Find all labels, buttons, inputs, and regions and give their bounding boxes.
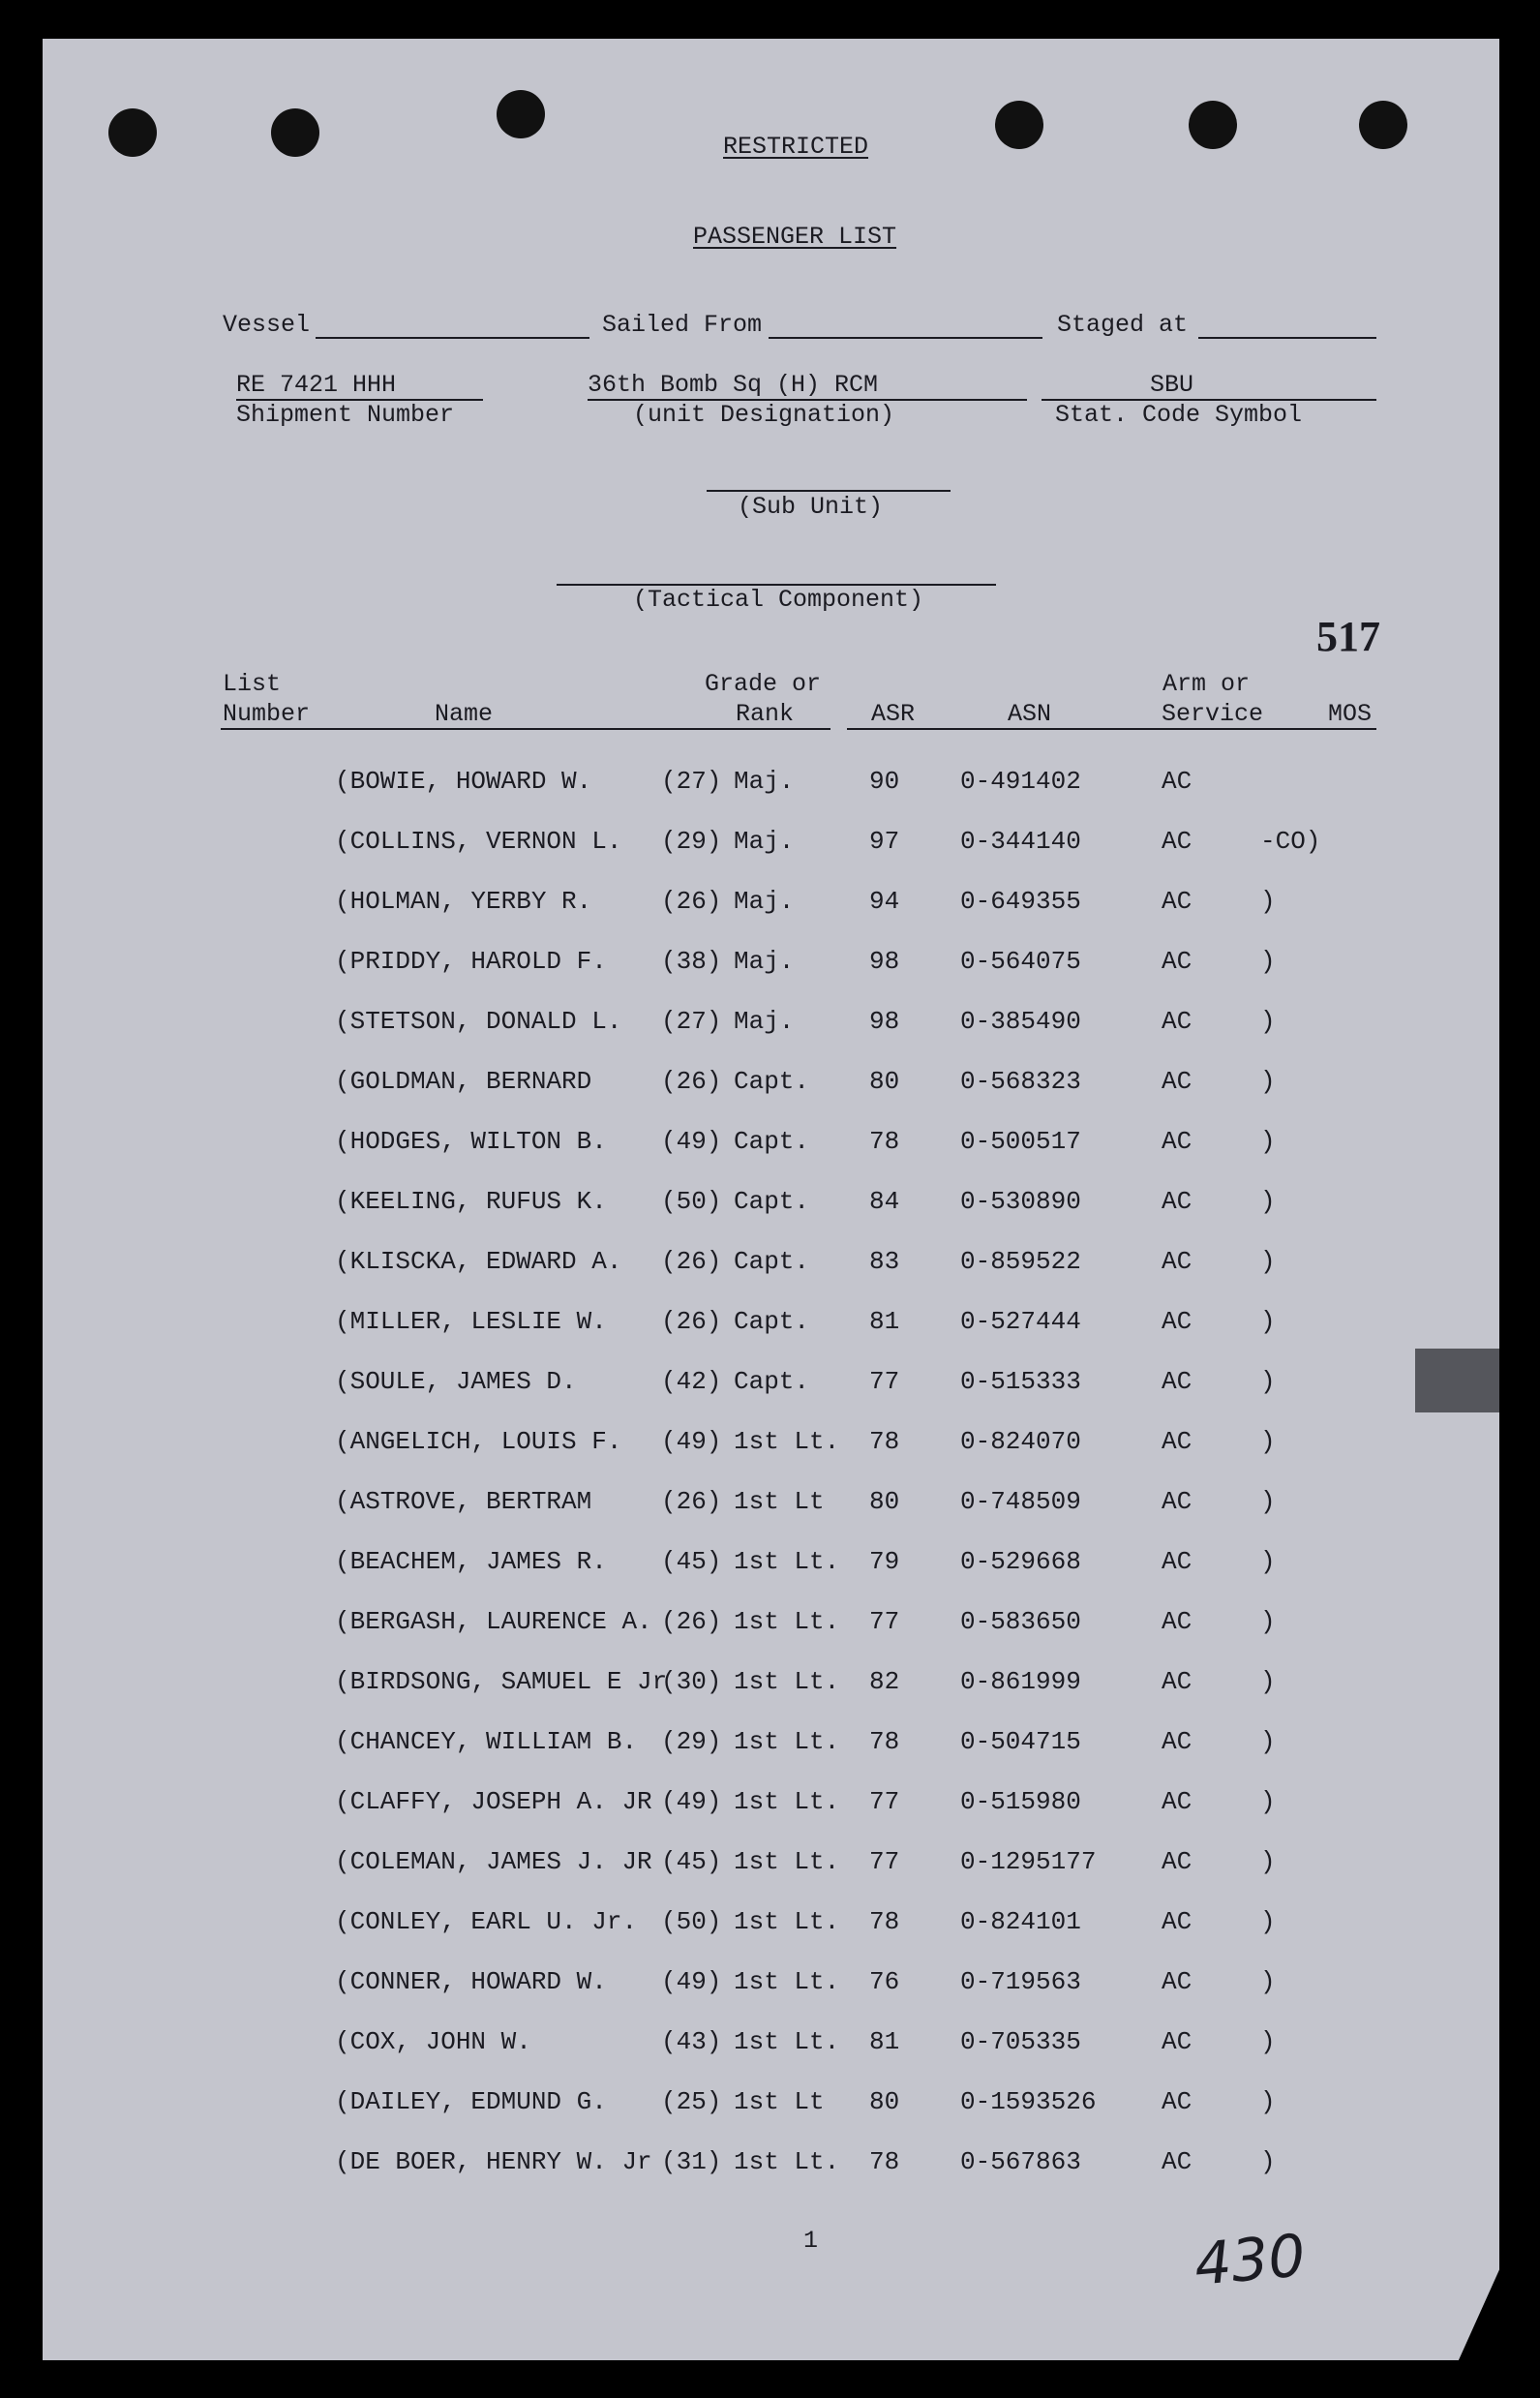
passenger-name: (ASTROVE, BERTRAM	[335, 1487, 592, 1516]
passenger-arm: AC	[1162, 887, 1193, 916]
passenger-arm: AC	[1162, 1667, 1193, 1696]
passenger-rank: Capt.	[734, 1187, 810, 1216]
passenger-mos: )	[1260, 1547, 1276, 1576]
passenger-asn: 0-719563	[960, 1967, 1081, 1996]
passenger-rank: 1st Lt.	[734, 1547, 840, 1576]
passenger-rank: Maj.	[734, 887, 795, 916]
passenger-asn: 0-504715	[960, 1727, 1081, 1756]
passenger-age: (45)	[661, 1847, 722, 1876]
passenger-age: (26)	[661, 887, 722, 916]
passenger-asn: 0-824070	[960, 1427, 1081, 1456]
passenger-name: (ANGELICH, LOUIS F.	[335, 1427, 622, 1456]
passenger-asn: 0-515980	[960, 1787, 1081, 1816]
passenger-age: (26)	[661, 1067, 722, 1096]
passenger-asn: 0-748509	[960, 1487, 1081, 1516]
passenger-arm: AC	[1162, 2027, 1193, 2056]
staged-at-label: Staged at	[1057, 311, 1189, 339]
passenger-age: (26)	[661, 1487, 722, 1516]
passenger-asr: 77	[869, 1847, 900, 1876]
passenger-asn: 0-515333	[960, 1367, 1081, 1396]
sailed-from-label: Sailed From	[602, 311, 763, 339]
passenger-arm: AC	[1162, 1487, 1193, 1516]
passenger-rank: 1st Lt.	[734, 1847, 840, 1876]
passenger-rank: 1st Lt	[734, 1487, 825, 1516]
passenger-asn: 0-500517	[960, 1127, 1081, 1156]
sailed-from-line	[769, 337, 1042, 339]
passenger-rank: 1st Lt.	[734, 1967, 840, 1996]
passenger-mos: )	[1260, 947, 1276, 976]
passenger-name: (STETSON, DONALD L.	[335, 1007, 622, 1036]
passenger-name: (DAILEY, EDMUND G.	[335, 2087, 607, 2116]
torn-corner	[1458, 2265, 1501, 2362]
punch-hole	[995, 101, 1043, 149]
passenger-asn: 0-649355	[960, 887, 1081, 916]
col-rank: Rank	[736, 700, 795, 728]
passenger-asr: 90	[869, 767, 900, 796]
passenger-age: (29)	[661, 827, 722, 856]
passenger-mos: )	[1260, 1607, 1276, 1636]
col-number: Number	[223, 700, 311, 728]
passenger-age: (26)	[661, 1247, 722, 1276]
passenger-arm: AC	[1162, 1727, 1193, 1756]
passenger-mos: )	[1260, 2087, 1276, 2116]
passenger-name: (BIRDSONG, SAMUEL E Jr	[335, 1667, 668, 1696]
passenger-age: (27)	[661, 767, 722, 796]
passenger-rank: 1st Lt.	[734, 1607, 840, 1636]
passenger-asr: 80	[869, 1487, 900, 1516]
passenger-mos: )	[1260, 1007, 1276, 1036]
header-underline	[221, 728, 830, 730]
passenger-name: (CONLEY, EARL U. Jr.	[335, 1907, 638, 1936]
passenger-rank: 1st Lt.	[734, 2027, 840, 2056]
passenger-asr: 84	[869, 1187, 900, 1216]
passenger-rank: Maj.	[734, 1007, 795, 1036]
stamp-number: 517	[1316, 613, 1380, 660]
passenger-name: (MILLER, LESLIE W.	[335, 1307, 607, 1336]
passenger-name: (PRIDDY, HAROLD F.	[335, 947, 607, 976]
passenger-asn: 0-530890	[960, 1187, 1081, 1216]
passenger-arm: AC	[1162, 1547, 1193, 1576]
passenger-asr: 78	[869, 1907, 900, 1936]
staged-at-line	[1198, 337, 1376, 339]
col-grade-or: Grade or	[705, 670, 822, 698]
passenger-rank: 1st Lt.	[734, 1427, 840, 1456]
passenger-age: (49)	[661, 1427, 722, 1456]
passenger-arm: AC	[1162, 1067, 1193, 1096]
passenger-mos: )	[1260, 1907, 1276, 1936]
passenger-asr: 77	[869, 1607, 900, 1636]
stat-code-label: Stat. Code Symbol	[1055, 401, 1303, 429]
passenger-arm: AC	[1162, 827, 1193, 856]
passenger-asr: 83	[869, 1247, 900, 1276]
shipment-number-label: Shipment Number	[236, 401, 455, 429]
passenger-mos: )	[1260, 1487, 1276, 1516]
passenger-arm: AC	[1162, 1127, 1193, 1156]
passenger-rank: Capt.	[734, 1307, 810, 1336]
passenger-age: (26)	[661, 1607, 722, 1636]
passenger-age: (50)	[661, 1187, 722, 1216]
passenger-asn: 0-527444	[960, 1307, 1081, 1336]
passenger-age: (43)	[661, 2027, 722, 2056]
passenger-rank: Maj.	[734, 947, 795, 976]
passenger-asn: 0-1593526	[960, 2087, 1097, 2116]
passenger-asn: 0-385490	[960, 1007, 1081, 1036]
passenger-name: (COX, JOHN W.	[335, 2027, 531, 2056]
passenger-name: (BOWIE, HOWARD W.	[335, 767, 592, 796]
passenger-asr: 79	[869, 1547, 900, 1576]
vessel-line	[316, 337, 589, 339]
passenger-age: (30)	[661, 1667, 722, 1696]
passenger-arm: AC	[1162, 1247, 1193, 1276]
passenger-name: (BERGASH, LAURENCE A.	[335, 1607, 652, 1636]
passenger-asr: 77	[869, 1367, 900, 1396]
passenger-rank: 1st Lt.	[734, 1667, 840, 1696]
passenger-age: (50)	[661, 1907, 722, 1936]
passenger-name: (BEACHEM, JAMES R.	[335, 1547, 607, 1576]
col-asr: ASR	[871, 700, 916, 728]
passenger-asr: 82	[869, 1667, 900, 1696]
classification: RESTRICTED	[723, 133, 869, 161]
passenger-mos: )	[1260, 887, 1276, 916]
page-title: PASSENGER LIST	[693, 223, 897, 251]
passenger-asr: 81	[869, 1307, 900, 1336]
stat-code: SBU	[1150, 371, 1194, 399]
passenger-asn: 0-344140	[960, 827, 1081, 856]
passenger-arm: AC	[1162, 2147, 1193, 2176]
passenger-asn: 0-861999	[960, 1667, 1081, 1696]
passenger-age: (27)	[661, 1007, 722, 1036]
passenger-rank: 1st Lt.	[734, 1907, 840, 1936]
passenger-age: (49)	[661, 1967, 722, 1996]
passenger-asr: 78	[869, 1427, 900, 1456]
passenger-rank: Capt.	[734, 1247, 810, 1276]
passenger-asr: 76	[869, 1967, 900, 1996]
passenger-asr: 94	[869, 887, 900, 916]
header-underline	[847, 728, 1376, 730]
passenger-mos: )	[1260, 1847, 1276, 1876]
passenger-mos: )	[1260, 2027, 1276, 2056]
passenger-rank: Maj.	[734, 827, 795, 856]
page-number: 1	[803, 2227, 819, 2255]
passenger-arm: AC	[1162, 1967, 1193, 1996]
handwritten-number: 430	[1192, 2222, 1309, 2299]
passenger-age: (42)	[661, 1367, 722, 1396]
passenger-mos: )	[1260, 1787, 1276, 1816]
passenger-asn: 0-824101	[960, 1907, 1081, 1936]
passenger-arm: AC	[1162, 947, 1193, 976]
passenger-asr: 98	[869, 947, 900, 976]
passenger-rank: 1st Lt.	[734, 2147, 840, 2176]
passenger-mos: )	[1260, 1187, 1276, 1216]
passenger-name: (HOLMAN, YERBY R.	[335, 887, 592, 916]
passenger-mos: )	[1260, 1367, 1276, 1396]
passenger-arm: AC	[1162, 1187, 1193, 1216]
passenger-asr: 78	[869, 1127, 900, 1156]
passenger-name: (HODGES, WILTON B.	[335, 1127, 607, 1156]
passenger-name: (COLEMAN, JAMES J. JR	[335, 1847, 652, 1876]
tactical-component-label: (Tactical Component)	[633, 586, 924, 614]
punch-hole	[1189, 101, 1237, 149]
passenger-asr: 80	[869, 1067, 900, 1096]
passenger-mos: )	[1260, 1247, 1276, 1276]
passenger-arm: AC	[1162, 1607, 1193, 1636]
passenger-asr: 98	[869, 1007, 900, 1036]
passenger-asn: 0-1295177	[960, 1847, 1097, 1876]
passenger-arm: AC	[1162, 2087, 1193, 2116]
passenger-mos: )	[1260, 1667, 1276, 1696]
passenger-arm: AC	[1162, 1367, 1193, 1396]
passenger-arm: AC	[1162, 1307, 1193, 1336]
passenger-asr: 77	[869, 1787, 900, 1816]
passenger-mos: )	[1260, 1967, 1276, 1996]
passenger-mos: )	[1260, 1727, 1276, 1756]
passenger-mos: )	[1260, 1427, 1276, 1456]
passenger-rank: Maj.	[734, 767, 795, 796]
punch-hole	[1359, 101, 1407, 149]
passenger-arm: AC	[1162, 767, 1193, 796]
punch-hole	[497, 90, 545, 138]
passenger-arm: AC	[1162, 1847, 1193, 1876]
punch-hole	[108, 108, 157, 157]
passenger-asn: 0-491402	[960, 767, 1081, 796]
passenger-mos: -CO)	[1260, 827, 1321, 856]
sub-unit-line	[707, 490, 951, 492]
passenger-rank: 1st Lt.	[734, 1727, 840, 1756]
passenger-asn: 0-567863	[960, 2147, 1081, 2176]
passenger-age: (25)	[661, 2087, 722, 2116]
passenger-name: (CONNER, HOWARD W.	[335, 1967, 607, 1996]
passenger-name: (CHANCEY, WILLIAM B.	[335, 1727, 638, 1756]
passenger-age: (31)	[661, 2147, 722, 2176]
passenger-mos: )	[1260, 1067, 1276, 1096]
passenger-asr: 80	[869, 2087, 900, 2116]
passenger-asn: 0-564075	[960, 947, 1081, 976]
index-tab	[1415, 1349, 1499, 1412]
passenger-asn: 0-529668	[960, 1547, 1081, 1576]
passenger-name: (KLISCKA, EDWARD A.	[335, 1247, 622, 1276]
passenger-age: (45)	[661, 1547, 722, 1576]
passenger-age: (49)	[661, 1787, 722, 1816]
passenger-asn: 0-583650	[960, 1607, 1081, 1636]
passenger-name: (DE BOER, HENRY W. Jr	[335, 2147, 652, 2176]
col-asn: ASN	[1008, 700, 1052, 728]
col-service: Service	[1162, 700, 1264, 728]
passenger-asn: 0-705335	[960, 2027, 1081, 2056]
passenger-name: (CLAFFY, JOSEPH A. JR	[335, 1787, 652, 1816]
col-name: Name	[435, 700, 494, 728]
passenger-age: (29)	[661, 1727, 722, 1756]
passenger-arm: AC	[1162, 1907, 1193, 1936]
col-mos: MOS	[1328, 700, 1373, 728]
passenger-arm: AC	[1162, 1007, 1193, 1036]
sub-unit-label: (Sub Unit)	[738, 493, 884, 521]
vessel-label: Vessel	[223, 311, 311, 339]
passenger-mos: )	[1260, 1307, 1276, 1336]
passenger-rank: 1st Lt	[734, 2087, 825, 2116]
passenger-mos: )	[1260, 1127, 1276, 1156]
passenger-rank: Capt.	[734, 1067, 810, 1096]
passenger-rank: Capt.	[734, 1367, 810, 1396]
passenger-arm: AC	[1162, 1787, 1193, 1816]
passenger-name: (GOLDMAN, BERNARD	[335, 1067, 592, 1096]
passenger-age: (26)	[661, 1307, 722, 1336]
passenger-name: (COLLINS, VERNON L.	[335, 827, 622, 856]
shipment-number: RE 7421 HHH	[236, 371, 397, 399]
passenger-name: (KEELING, RUFUS K.	[335, 1187, 607, 1216]
passenger-arm: AC	[1162, 1427, 1193, 1456]
passenger-asr: 81	[869, 2027, 900, 2056]
passenger-asr: 78	[869, 2147, 900, 2176]
passenger-asr: 78	[869, 1727, 900, 1756]
passenger-age: (38)	[661, 947, 722, 976]
passenger-name: (SOULE, JAMES D.	[335, 1367, 577, 1396]
passenger-asr: 97	[869, 827, 900, 856]
passenger-mos: )	[1260, 2147, 1276, 2176]
unit-designation-label: (unit Designation)	[633, 401, 895, 429]
col-arm-or: Arm or	[1163, 670, 1251, 698]
unit-designation: 36th Bomb Sq (H) RCM	[588, 371, 879, 399]
passenger-asn: 0-568323	[960, 1067, 1081, 1096]
passenger-asn: 0-859522	[960, 1247, 1081, 1276]
passenger-rank: Capt.	[734, 1127, 810, 1156]
passenger-rank: 1st Lt.	[734, 1787, 840, 1816]
punch-hole	[271, 108, 319, 157]
passenger-age: (49)	[661, 1127, 722, 1156]
col-list: List	[223, 670, 282, 698]
